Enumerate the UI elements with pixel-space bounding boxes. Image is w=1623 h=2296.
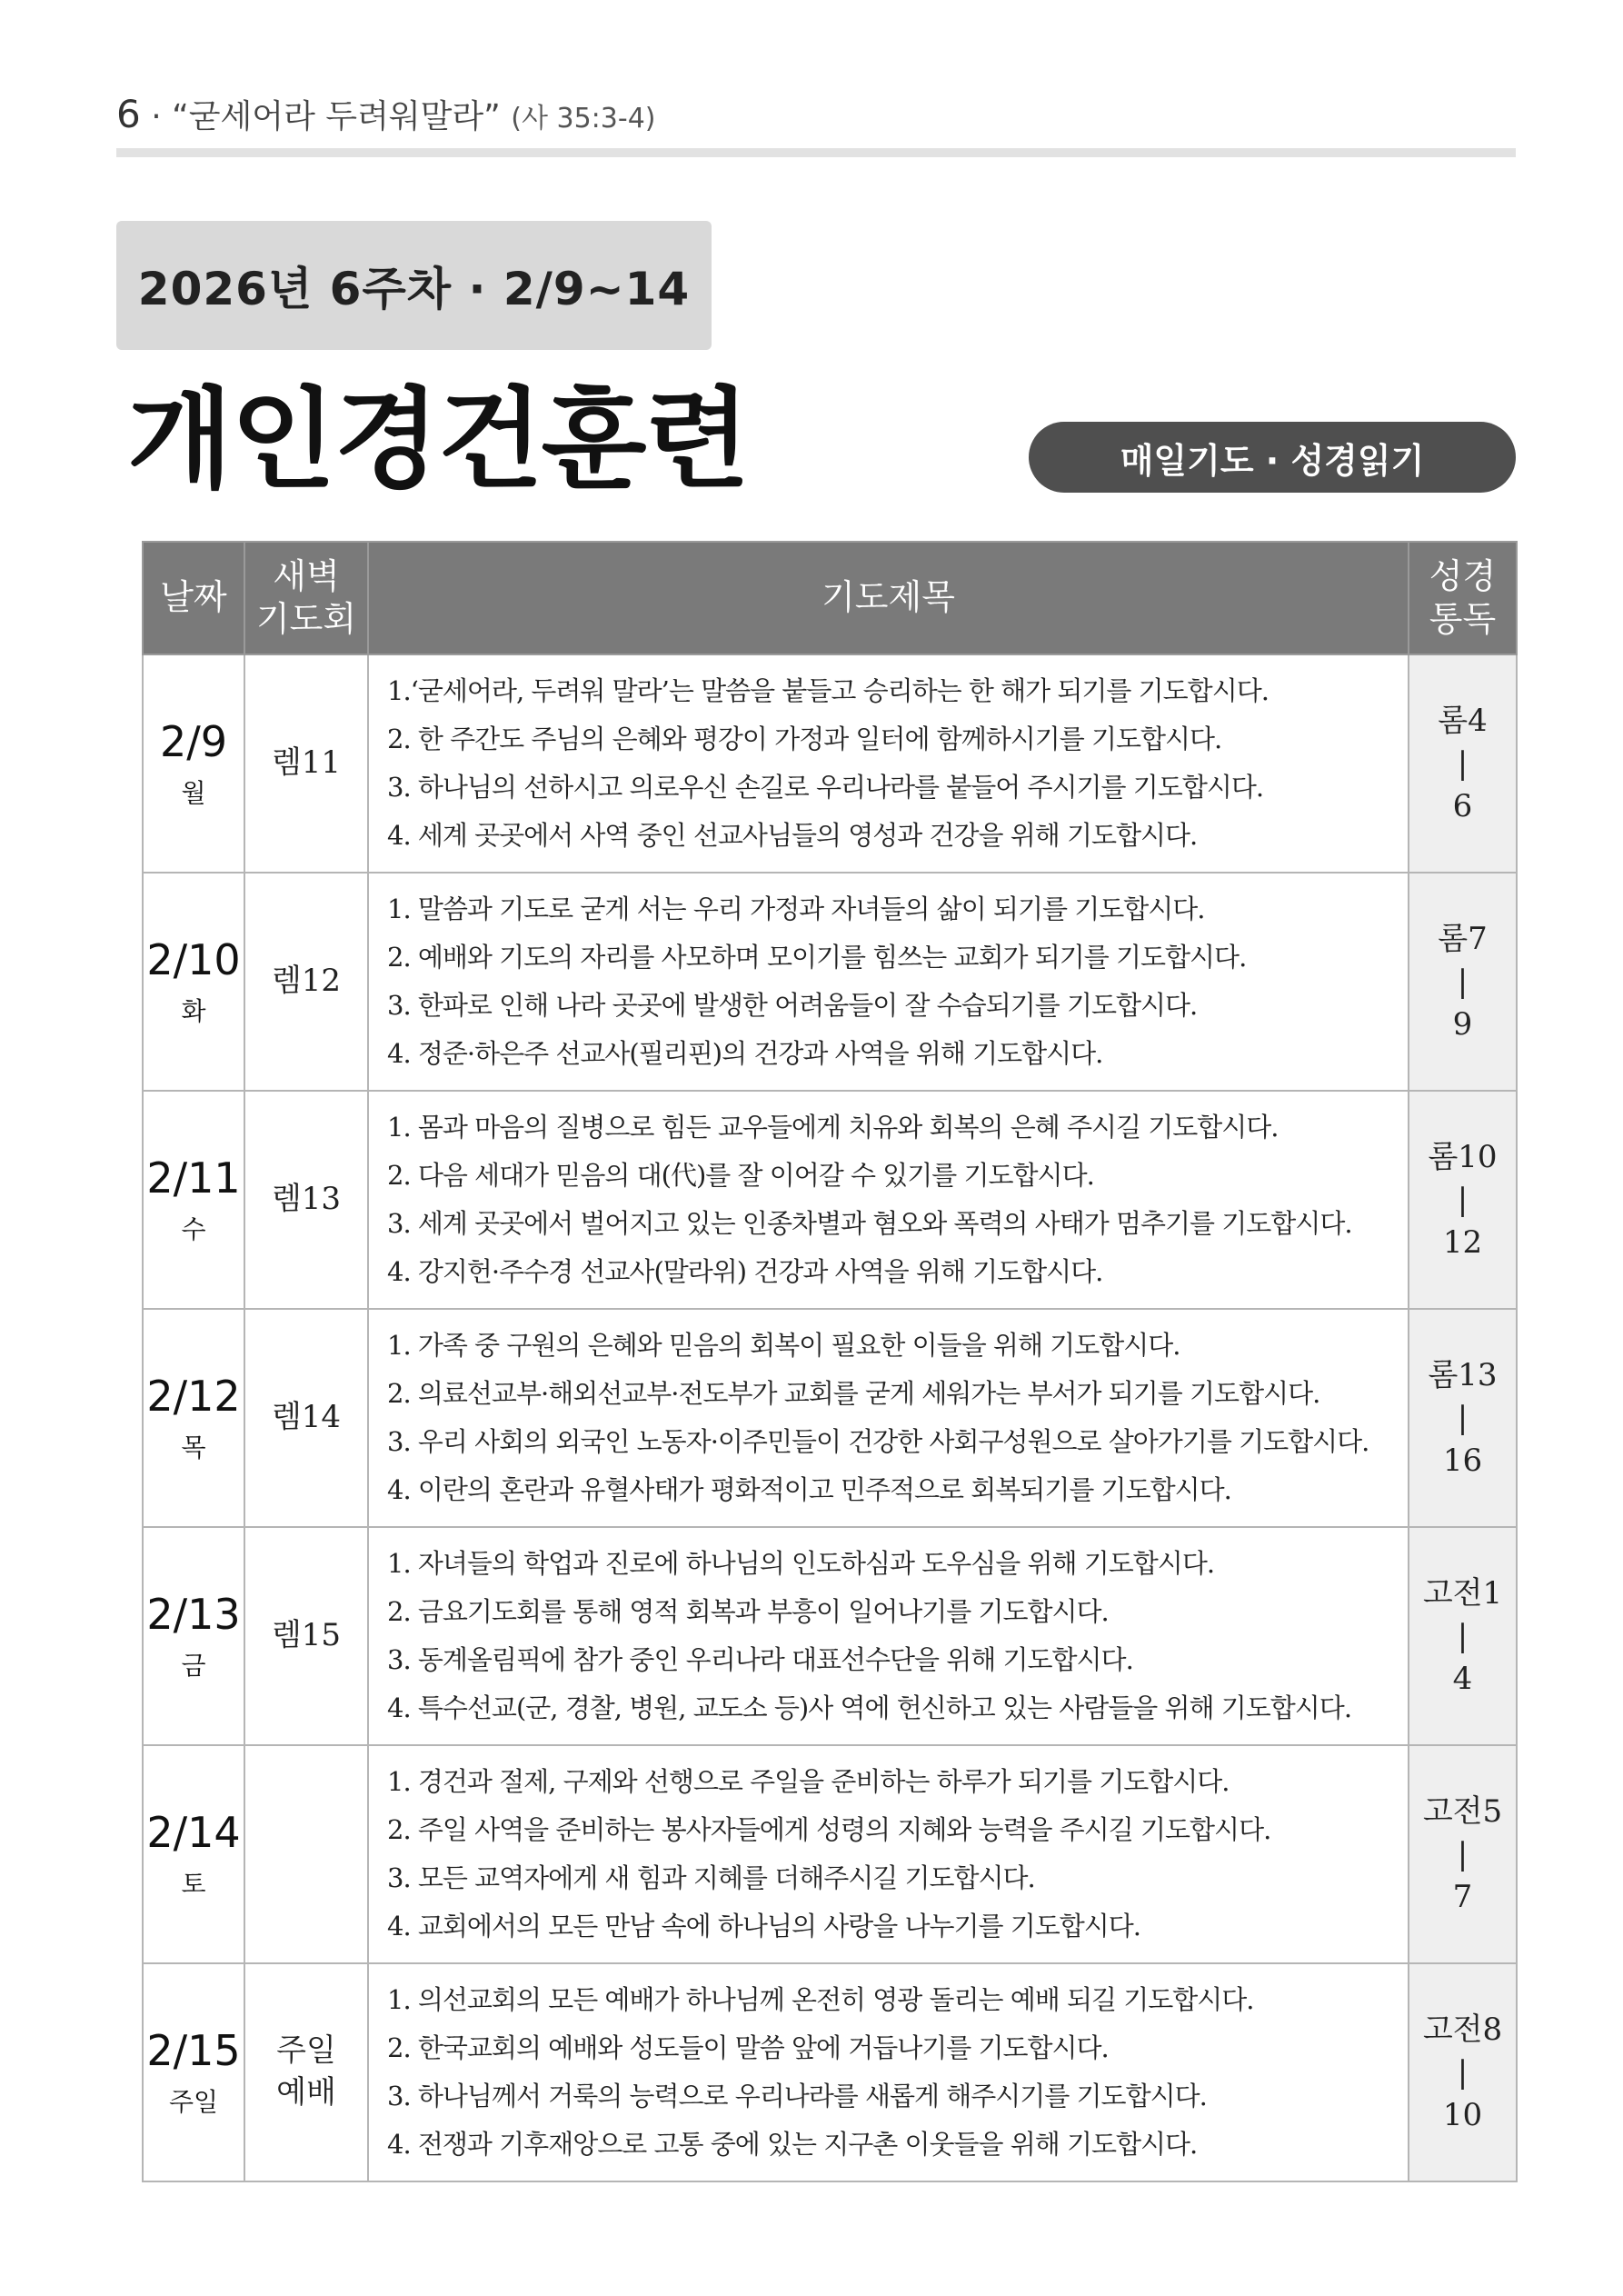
header-separator: · [151,98,162,135]
dawn-cell [244,1309,368,1527]
reading-end: 9 [1452,1005,1473,1043]
page-number: 6 [116,92,141,136]
prayer-item: 4. 교회에서의 모든 만남 속에 하나님의 사랑을 나누기를 기도합시다. [387,1911,1141,1942]
row-date: 2/13 [146,1590,241,1640]
prayer-item: 2. 다음 세대가 믿음의 대(代)를 잘 이어갈 수 있기를 기도합시다. [387,1160,1094,1191]
row-day: 월 [181,777,206,808]
category-pill: 매일기도 · 성경읽기 [1029,422,1516,493]
prayer-list-cell [368,1963,1409,2181]
prayer-item: 4. 특수선교(군, 경찰, 병원, 교도소 등)사 역에 헌신하고 있는 사람들을 위해 기도합시다. [387,1692,1352,1723]
running-header [116,91,656,137]
header-bible-reading [1409,542,1517,654]
prayer-item: 1. 몸과 마음의 질병으로 힘든 교우들에게 치유와 회복의 은혜 주시길 기도합시다. [387,1112,1279,1143]
header-dawn-line1: 새벽 [273,555,340,596]
page-title: 개인경건훈련 [127,377,749,504]
prayer-list-cell [368,873,1409,1091]
header-reading-line2: 통독 [1429,599,1497,639]
dawn-cell [244,654,368,873]
prayer-item: 2. 한국교회의 예배와 성도들이 말씀 앞에 거듭나기를 기도합시다. [387,2032,1109,2063]
prayer-list-cell [368,1527,1409,1745]
date-cell [143,654,244,873]
reading-separator: | [1457,1835,1469,1872]
prayer-item: 1. 자녀들의 학업과 진로에 하나님의 인도하심과 도우심을 위해 기도합시다. [387,1548,1215,1579]
row-date: 2/15 [146,2026,241,2076]
reading-end: 16 [1442,1442,1483,1479]
dawn-cell [244,1091,368,1309]
prayer-list-cell [368,1745,1409,1963]
reading-end: 10 [1442,2096,1483,2133]
prayer-item: 2. 금요기도회를 통해 영적 회복과 부흥이 일어나기를 기도합시다. [387,1596,1109,1627]
row-day: 수 [181,1213,206,1244]
date-cell [143,873,244,1091]
header-reading-line1: 성경 [1429,555,1497,596]
dawn-cell [244,1963,368,2181]
reading-separator: | [1457,963,1469,1000]
date-cell [143,1745,244,1963]
prayer-item: 2. 예배와 기도의 자리를 사모하며 모이기를 힘쓰는 교회가 되기를 기도합시다. [387,942,1247,973]
row-date: 2/12 [146,1372,241,1422]
row-day: 토 [181,1868,206,1899]
prayer-reading-table [142,541,1518,2182]
prayer-item: 2. 한 주간도 주님의 은혜와 평강이 가정과 일터에 함께하시기를 기도합시다. [387,724,1222,754]
prayer-item: 1. 말씀과 기도로 굳게 서는 우리 가정과 자녀들의 삶이 되기를 기도합시다. [387,893,1205,924]
table-row [143,1963,1517,2181]
row-day: 금 [181,1650,206,1681]
prayer-list-cell [368,1309,1409,1527]
prayer-item: 3. 한파로 인해 나라 곳곳에 발생한 어려움들이 잘 수습되기를 기도합시다. [387,990,1198,1021]
reading-end: 6 [1452,787,1473,824]
prayer-item: 1. 경건과 절제, 구제와 선행으로 주일을 준비하는 하루가 되기를 기도합시다. [387,1766,1230,1797]
table-row [143,654,1517,873]
reading-separator: | [1457,1399,1469,1436]
reading-cell [1409,1527,1517,1745]
reading-book: 롬4 [1438,702,1488,739]
reading-book: 고전8 [1422,2011,1503,2048]
prayer-item: 4. 강지헌·주수경 선교사(말라위) 건강과 사역을 위해 기도합시다. [387,1256,1103,1287]
reading-book: 고전5 [1422,1792,1503,1830]
date-cell [143,1091,244,1309]
dawn-cell [244,1745,368,1963]
reading-book: 롬10 [1428,1138,1498,1175]
prayer-item: 3. 동계올림픽에 참가 중인 우리나라 대표선수단을 위해 기도합시다. [387,1644,1133,1675]
table-row [143,1527,1517,1745]
reading-separator: | [1457,744,1469,782]
reading-cell [1409,1745,1517,1963]
table-row [143,1309,1517,1527]
header-date: 날짜 [143,542,244,654]
table-header-row [143,542,1517,654]
dawn-line1: 렘11 [271,744,342,782]
dawn-line1: 렘12 [271,963,342,1000]
dawn-cell [244,1527,368,1745]
date-cell [143,1527,244,1745]
prayer-item: 3. 세계 곳곳에서 벌어지고 있는 인종차별과 혐오와 폭력의 사태가 멈추기를 기도합시다. [387,1208,1352,1239]
prayer-item: 2. 의료선교부·해외선교부·전도부가 교회를 굳게 세워가는 부서가 되기를 기도합시다. [387,1378,1320,1409]
header-reference: (사 35:3-4) [511,103,656,135]
row-date: 2/11 [146,1153,241,1203]
reading-book: 롬7 [1438,920,1488,957]
table-row [143,1091,1517,1309]
reading-end: 7 [1452,1878,1473,1915]
prayer-item: 4. 정준·하은주 선교사(필리핀)의 건강과 사역을 위해 기도합시다. [387,1038,1103,1069]
reading-cell [1409,1091,1517,1309]
prayer-item: 2. 주일 사역을 준비하는 봉사자들에게 성령의 지혜와 능력을 주시길 기도합시다. [387,1814,1271,1845]
header-prayer-topic: 기도제목 [368,542,1409,654]
prayer-list-cell [368,1091,1409,1309]
row-day: 목 [181,1432,206,1462]
week-label: 2026년 6주차 · 2/9~14 [116,221,712,350]
prayer-list-cell [368,654,1409,873]
row-date: 2/10 [146,935,241,985]
prayer-item: 4. 전쟁과 기후재앙으로 고통 중에 있는 지구촌 이웃들을 위해 기도합시다. [387,2129,1198,2160]
header-divider [116,148,1516,157]
prayer-item: 4. 이란의 혼란과 유혈사태가 평화적이고 민주적으로 회복되기를 기도합시다. [387,1474,1231,1505]
prayer-item: 3. 우리 사회의 외국인 노동자·이주민들이 건강한 사회구성원으로 살아가기를 기도합시다. [387,1426,1369,1457]
reading-cell [1409,1309,1517,1527]
reading-end: 4 [1452,1660,1473,1697]
header-quote: “굳세어라 두려워말라” [172,98,501,135]
row-day: 주일 [168,2086,219,2117]
reading-separator: | [1457,2053,1469,2091]
dawn-line2: 예배 [276,2074,336,2111]
reading-cell [1409,654,1517,873]
prayer-item: 4. 세계 곳곳에서 사역 중인 선교사님들의 영성과 건강을 위해 기도합시다. [387,820,1198,851]
reading-book: 고전1 [1422,1574,1503,1612]
prayer-item: 1.‘굳세어라, 두려워 말라’는 말씀을 붙들고 승리하는 한 해가 되기를 기도합시다. [387,675,1269,706]
table-row [143,1745,1517,1963]
dawn-line1: 렘15 [271,1617,342,1654]
prayer-item: 3. 하나님의 선하시고 의로우신 손길로 우리나라를 붙들어 주시기를 기도합시다. [387,772,1264,803]
reading-separator: | [1457,1181,1469,1218]
row-date: 2/9 [159,717,228,767]
dawn-line1: 주일 [276,2032,336,2070]
row-date: 2/14 [146,1808,241,1858]
header-dawn-line2: 기도회 [255,599,357,639]
prayer-item: 1. 의선교회의 모든 예배가 하나님께 온전히 영광 돌리는 예배 되길 기도합시다. [387,1984,1254,2015]
header-dawn-prayer [244,542,368,654]
reading-end: 12 [1442,1223,1483,1261]
dawn-line1: 렘13 [271,1181,342,1218]
reading-cell [1409,873,1517,1091]
row-day: 화 [181,995,206,1026]
dawn-line1: 렘14 [271,1399,342,1436]
table-row [143,873,1517,1091]
date-cell [143,1309,244,1527]
prayer-item: 1. 가족 중 구원의 은혜와 믿음의 회복이 필요한 이들을 위해 기도합시다. [387,1330,1180,1361]
date-cell [143,1963,244,2181]
prayer-item: 3. 하나님께서 거룩의 능력으로 우리나라를 새롭게 해주시기를 기도합시다. [387,2081,1207,2111]
reading-cell [1409,1963,1517,2181]
dawn-cell [244,873,368,1091]
prayer-item: 3. 모든 교역자에게 새 힘과 지혜를 더해주시길 기도합시다. [387,1862,1035,1893]
reading-book: 롬13 [1428,1356,1498,1393]
reading-separator: | [1457,1617,1469,1654]
